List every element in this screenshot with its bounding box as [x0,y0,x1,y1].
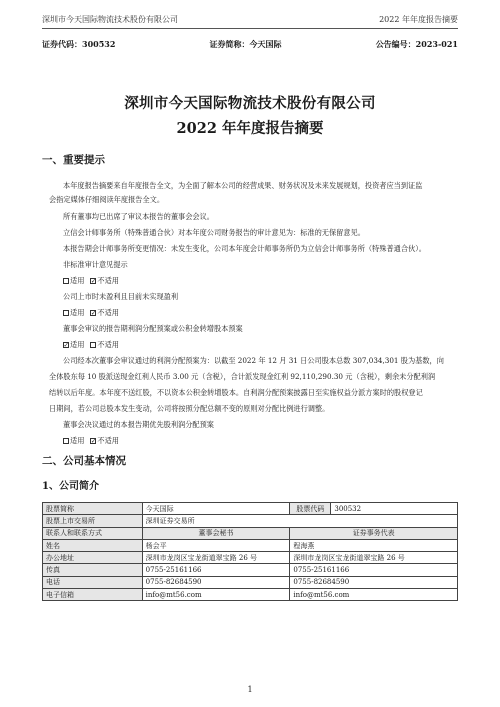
table-cell: 股票上市交易所 [43,515,143,527]
table-row [43,503,458,515]
table-row [43,552,458,564]
table-cell: 杨会平 [142,539,290,551]
distribution-plan-line1: 公司经本次董事会审议通过的利润分配预案为：以截至 2022 年 12 月 31 日公司股本总数 307,034,301 股为基数，向 [63,356,444,365]
audit-opinion-text: 立信会计师事务所（特殊普通合伙）对本年度公司财务报告的审计意见为：标准的无保留意见。 [63,228,365,237]
notice-number: 公告编号：2023-021 [375,39,458,49]
preferred-stock-options: 适用✓ 不适用 [63,436,119,446]
table-cell: 0755-82684590 [290,576,458,588]
distribution-plan-line3: 结转以后年度。本年度不送红股，不以资本公积金转增股本。自利润分配预案披露日至实施权益分派方案时的股权登记 [49,388,423,397]
table-cell: 办公地址 [43,552,143,564]
table-cell: 股票代码 [290,503,331,515]
distribution-plan-line2: 全体股东每 10 股派送现金红利人民币 3.00 元（含税），合计派发现金红利 92,110,290.30 元（含税），剩余未分配利润 [49,372,436,381]
table-row [43,539,458,551]
table-cell: 0755-25161166 [142,564,290,576]
table-cell: 深圳市龙岗区宝龙街道翠宝路 26 号 [142,552,290,564]
unprofitable-listing-label: 公司上市时未盈利且目前未实现盈利 [63,292,179,301]
table-cell: 电子信箱 [43,589,143,601]
table-row [43,527,458,539]
running-header [42,14,458,25]
profit-distribution-options: ✓适用 不适用 [63,340,119,350]
table-cell: 董事会秘书 [142,527,290,539]
table-cell: 股票简称 [43,503,143,515]
stock-short-name: 证券简称：今天国际 [209,39,282,49]
table-row [43,589,458,601]
document-title-company: 深圳市今天国际物流技术股份有限公司 [124,95,376,112]
unprofitable-listing-options: 适用✓ 不适用 [63,308,119,318]
subsection-heading-company-profile: 1、公司简介 [42,481,99,492]
table-cell: 姓名 [43,539,143,551]
checkbox-checked-icon [90,278,96,284]
section-heading-company-info: 二、公司基本情况 [42,455,126,467]
stock-code: 证券代码：300532 [42,39,116,49]
table-cell: 程海燕 [290,539,458,551]
table-cell: 证券事务代表 [290,527,458,539]
table-cell: 0755-82684590 [142,576,290,588]
section-heading-important-notes: 一、重要提示 [42,154,105,166]
table-row [43,576,458,588]
profit-distribution-label: 董事会审议的报告期利润分配预案或公积金转增股本预案 [63,324,243,333]
table-cell: info@mt56.com [290,589,458,601]
auditor-change-text: 本报告期会计师事务所变更情况：未发生变化，公司本年度会计师事务所仍为立信会计师事务所（特殊普通合伙）。 [63,244,426,253]
distribution-plan-line4: 日期间，若公司总股本发生变动，公司将按照分配总额不变的原则对分配比例进行调整。 [49,404,330,413]
non-standard-opinion-options: 适用✓ 不适用 [63,276,119,286]
table-cell: info@mt56.com [142,589,290,601]
intro-paragraph-line2: 会指定媒体仔细阅读年度报告全文。 [49,195,165,204]
table-cell: 联系人和联系方式 [43,527,143,539]
page-number: 1 [247,685,253,694]
company-profile-table [42,502,458,601]
directors-attendance-text: 所有董事均已出席了审议本报告的董事会会议。 [63,212,214,221]
running-header-company: 深圳市今天国际物流技术股份有限公司 [42,15,178,24]
security-codes-row [42,39,458,50]
table-cell: 0755-25161166 [290,564,458,576]
table-cell: 深圳证券交易所 [142,515,457,527]
non-standard-opinion-label: 非标准审计意见提示 [63,260,128,269]
table-row [43,515,458,527]
document-title-report: 2022 年年度报告摘要 [176,120,324,137]
header-divider [42,28,458,29]
checkbox-checked-icon [90,310,96,316]
checkbox-unchecked-icon [90,342,96,348]
preferred-stock-label: 董事会决议通过的本报告期优先股利润分配预案 [63,420,214,429]
checkbox-checked-icon [63,342,69,348]
table-cell: 电话 [43,576,143,588]
checkbox-unchecked-icon [63,278,69,284]
table-cell: 今天国际 [142,503,290,515]
running-header-report: 2022 年年度报告摘要 [379,15,458,24]
checkbox-unchecked-icon [63,310,69,316]
checkbox-checked-icon [90,438,96,444]
table-cell: 深圳市龙岗区宝龙街道翠宝路 26 号 [290,552,458,564]
table-row [43,564,458,576]
checkbox-unchecked-icon [63,438,69,444]
table-cell: 300532 [331,503,458,515]
intro-paragraph-line1: 本年度报告摘要来自年度报告全文，为全面了解本公司的经营成果、财务状况及未来发展规划，投资者应当到证监 [63,181,423,190]
table-cell: 传真 [43,564,143,576]
